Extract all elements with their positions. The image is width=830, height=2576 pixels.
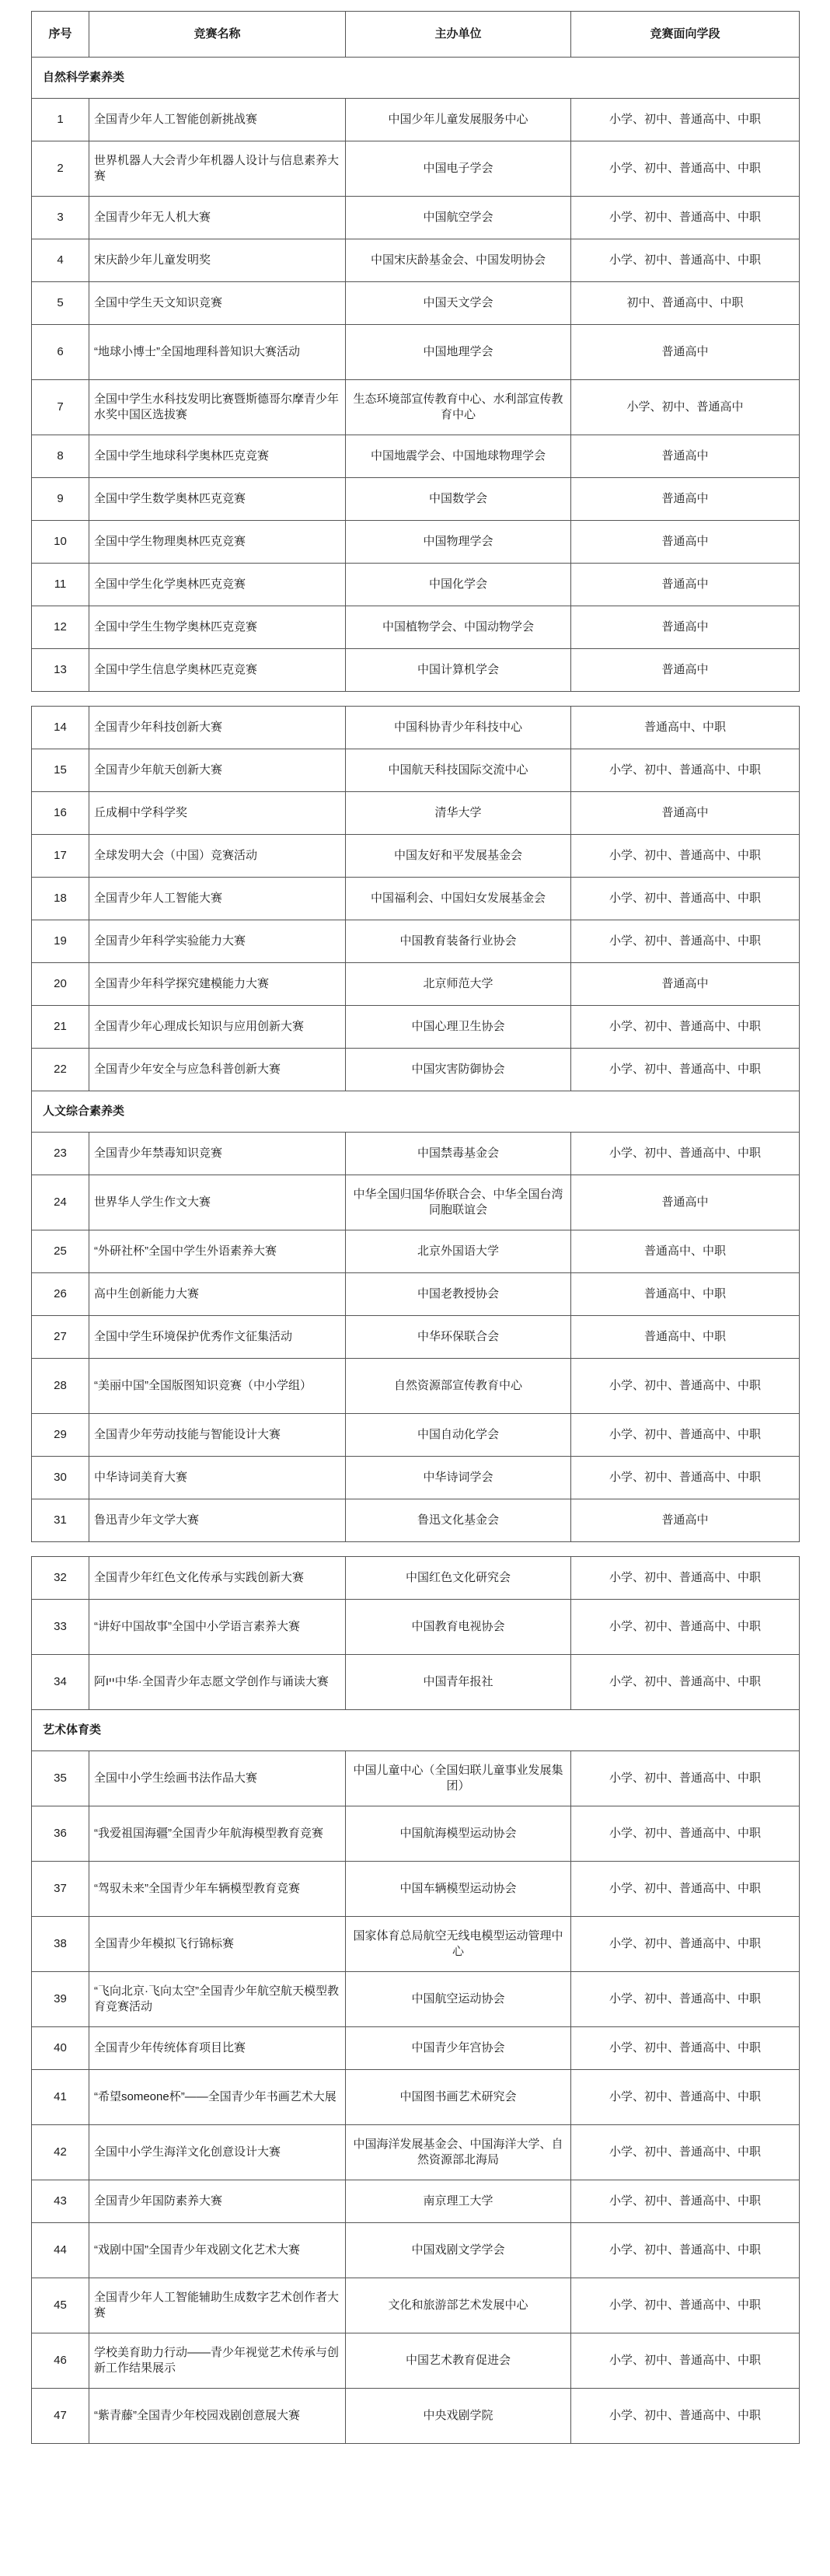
table-row <box>32 1655 800 1710</box>
competition-name: 全国中学生信息学奥林匹克竞赛 <box>89 649 346 692</box>
competition-name: 全国青少年禁毒知识竞赛 <box>89 1133 346 1175</box>
target-stage: 小学、初中、普通高中 <box>571 380 800 435</box>
table-row <box>32 2070 800 2125</box>
table-row <box>32 564 800 606</box>
organizer: 中国福利会、中国妇女发展基金会 <box>346 878 571 920</box>
competition-name: “我爱祖国海疆”全国青少年航海模型教育竞赛 <box>89 1806 346 1862</box>
competition-name: “紫青藤”全国青少年校园戏剧创意展大赛 <box>89 2389 346 2444</box>
organizer: 中国艺术教育促进会 <box>346 2333 571 2389</box>
competition-name: 全国中学生物理奥林匹克竞赛 <box>89 521 346 564</box>
table-row <box>32 197 800 239</box>
table-row <box>32 521 800 564</box>
table-row <box>32 1175 800 1230</box>
table-row <box>32 1557 800 1600</box>
table-header-row <box>32 12 800 58</box>
row-number: 10 <box>32 521 89 564</box>
row-number: 3 <box>32 197 89 239</box>
target-stage: 小学、初中、普通高中、中职 <box>571 1457 800 1499</box>
target-stage: 普通高中 <box>571 521 800 564</box>
target-stage: 小学、初中、普通高中、中职 <box>571 1359 800 1414</box>
organizer: 中国心理卫生协会 <box>346 1006 571 1049</box>
organizer: 南京理工大学 <box>346 2180 571 2223</box>
row-number: 33 <box>32 1600 89 1655</box>
competition-name: 丘成桐中学科学奖 <box>89 792 346 835</box>
competition-name: 全国中学生化学奥林匹克竞赛 <box>89 564 346 606</box>
row-number: 43 <box>32 2180 89 2223</box>
organizer: 中国老教授协会 <box>346 1273 571 1316</box>
table-row <box>32 99 800 141</box>
target-stage: 小学、初中、普通高中、中职 <box>571 2027 800 2070</box>
table-row <box>32 1499 800 1542</box>
row-number: 13 <box>32 649 89 692</box>
target-stage: 普通高中、中职 <box>571 1273 800 1316</box>
row-number: 29 <box>32 1414 89 1457</box>
table-row <box>32 920 800 963</box>
target-stage: 普通高中 <box>571 1499 800 1542</box>
table-row <box>32 239 800 282</box>
target-stage: 普通高中、中职 <box>571 1230 800 1273</box>
row-number: 2 <box>32 141 89 197</box>
organizer: 中国航空运动协会 <box>346 1972 571 2027</box>
row-number: 35 <box>32 1751 89 1806</box>
competition-name: 全国中学生数学奥林匹克竞赛 <box>89 478 346 521</box>
table-row <box>32 1414 800 1457</box>
row-number: 11 <box>32 564 89 606</box>
organizer: 中国天文学会 <box>346 282 571 325</box>
organizer: 中国航海模型运动协会 <box>346 1806 571 1862</box>
row-number: 46 <box>32 2333 89 2389</box>
target-stage: 小学、初中、普通高中、中职 <box>571 99 800 141</box>
organizer: 中国电子学会 <box>346 141 571 197</box>
competition-name: “讲好中国故事”全国中小学语言素养大赛 <box>89 1600 346 1655</box>
row-number: 44 <box>32 2223 89 2278</box>
table-row <box>32 2180 800 2223</box>
target-stage: 小学、初中、普通高中、中职 <box>571 1006 800 1049</box>
row-number: 28 <box>32 1359 89 1414</box>
column-header: 竞赛名称 <box>89 12 346 58</box>
target-stage: 普通高中 <box>571 606 800 649</box>
table-row <box>32 649 800 692</box>
competition-name: 中华诗词美育大赛 <box>89 1457 346 1499</box>
table-row <box>32 1316 800 1359</box>
table-row <box>32 1972 800 2027</box>
competition-name: 全国青少年劳动技能与智能设计大赛 <box>89 1414 346 1457</box>
row-number: 5 <box>32 282 89 325</box>
organizer: 中国戏剧文学学会 <box>346 2223 571 2278</box>
row-number: 30 <box>32 1457 89 1499</box>
table-row <box>32 606 800 649</box>
competition-name: 全国青少年人工智能大赛 <box>89 878 346 920</box>
organizer: 中国图书画艺术研究会 <box>346 2070 571 2125</box>
competition-table <box>31 706 800 1542</box>
row-number: 40 <box>32 2027 89 2070</box>
organizer: 中国宋庆龄基金会、中国发明协会 <box>346 239 571 282</box>
competition-name: 全国青少年科学探究建模能力大赛 <box>89 963 346 1006</box>
target-stage: 小学、初中、普通高中、中职 <box>571 920 800 963</box>
organizer: 中华环保联合会 <box>346 1316 571 1359</box>
table-row <box>32 2278 800 2333</box>
target-stage: 小学、初中、普通高中、中职 <box>571 2125 800 2180</box>
competition-name: 全国中小学生绘画书法作品大赛 <box>89 1751 346 1806</box>
competition-name: 鲁迅青少年文学大赛 <box>89 1499 346 1542</box>
target-stage: 普通高中 <box>571 963 800 1006</box>
table-row <box>32 878 800 920</box>
organizer: 中国红色文化研究会 <box>346 1557 571 1600</box>
organizer: 北京外国语大学 <box>346 1230 571 1273</box>
table-row <box>32 1917 800 1972</box>
target-stage: 小学、初中、普通高中、中职 <box>571 2389 800 2444</box>
row-number: 27 <box>32 1316 89 1359</box>
table-row <box>32 1273 800 1316</box>
table-row <box>32 2333 800 2389</box>
category-label: 自然科学素养类 <box>32 58 800 99</box>
target-stage: 小学、初中、普通高中、中职 <box>571 1972 800 2027</box>
competition-name: 全国中学生地球科学奥林匹克竞赛 <box>89 435 346 478</box>
tables-root <box>31 11 799 2444</box>
competition-name: 全国青少年人工智能辅助生成数字艺术创作者大赛 <box>89 2278 346 2333</box>
row-number: 12 <box>32 606 89 649</box>
table-row <box>32 2125 800 2180</box>
organizer: 鲁迅文化基金会 <box>346 1499 571 1542</box>
competition-name: “希望someone杯”——全国青少年书画艺术大展 <box>89 2070 346 2125</box>
competition-name: 全国中学生天文知识竞赛 <box>89 282 346 325</box>
target-stage: 小学、初中、普通高中、中职 <box>571 2278 800 2333</box>
target-stage: 普通高中 <box>571 792 800 835</box>
table-row <box>32 141 800 197</box>
target-stage: 小学、初中、普通高中、中职 <box>571 2333 800 2389</box>
row-number: 32 <box>32 1557 89 1600</box>
table-row <box>32 478 800 521</box>
target-stage: 小学、初中、普通高中、中职 <box>571 1862 800 1917</box>
target-stage: 小学、初中、普通高中、中职 <box>571 1806 800 1862</box>
row-number: 7 <box>32 380 89 435</box>
competition-name: 世界机器人大会青少年机器人设计与信息素养大赛 <box>89 141 346 197</box>
target-stage: 小学、初中、普通高中、中职 <box>571 1917 800 1972</box>
row-number: 41 <box>32 2070 89 2125</box>
competition-name: 全国中小学生海洋文化创意设计大赛 <box>89 2125 346 2180</box>
target-stage: 普通高中 <box>571 435 800 478</box>
table-row <box>32 1049 800 1091</box>
target-stage: 普通高中 <box>571 1175 800 1230</box>
column-header: 竞赛面向学段 <box>571 12 800 58</box>
row-number: 25 <box>32 1230 89 1273</box>
table-row <box>32 2027 800 2070</box>
category-label: 人文综合素养类 <box>32 1091 800 1133</box>
organizer: 中国地震学会、中国地球物理学会 <box>346 435 571 478</box>
target-stage: 小学、初中、普通高中、中职 <box>571 197 800 239</box>
table-row <box>32 707 800 749</box>
organizer: 中国禁毒基金会 <box>346 1133 571 1175</box>
competition-name: 全国青少年航天创新大赛 <box>89 749 346 792</box>
row-number: 20 <box>32 963 89 1006</box>
row-number: 16 <box>32 792 89 835</box>
organizer: 生态环境部宣传教育中心、水利部宣传教育中心 <box>346 380 571 435</box>
category-row <box>32 58 800 99</box>
target-stage: 小学、初中、普通高中、中职 <box>571 835 800 878</box>
target-stage: 小学、初中、普通高中、中职 <box>571 878 800 920</box>
competition-name: 全国青少年红色文化传承与实践创新大赛 <box>89 1557 346 1600</box>
competition-name: 阿ייו中华·全国青少年志愿文学创作与诵读大赛 <box>89 1655 346 1710</box>
competition-name: “美丽中国”全国版图知识竞赛（中小学组） <box>89 1359 346 1414</box>
organizer: 中国科协青少年科技中心 <box>346 707 571 749</box>
organizer: 中国教育装备行业协会 <box>346 920 571 963</box>
organizer: 中国航空学会 <box>346 197 571 239</box>
row-number: 15 <box>32 749 89 792</box>
row-number: 47 <box>32 2389 89 2444</box>
table-row <box>32 1230 800 1273</box>
competition-name: 全国青少年人工智能创新挑战赛 <box>89 99 346 141</box>
target-stage: 普通高中 <box>571 564 800 606</box>
organizer: 中国车辆模型运动协会 <box>346 1862 571 1917</box>
table-row <box>32 325 800 380</box>
organizer: 中国青少年宫协会 <box>346 2027 571 2070</box>
category-label: 艺术体育类 <box>32 1710 800 1751</box>
table-row <box>32 1806 800 1862</box>
competition-table <box>31 11 800 692</box>
competition-name: 全球发明大会（中国）竞赛活动 <box>89 835 346 878</box>
row-number: 9 <box>32 478 89 521</box>
competition-name: 全国青少年科学实验能力大赛 <box>89 920 346 963</box>
competition-name: 全国青少年国防素养大赛 <box>89 2180 346 2223</box>
row-number: 17 <box>32 835 89 878</box>
row-number: 39 <box>32 1972 89 2027</box>
target-stage: 小学、初中、普通高中、中职 <box>571 1557 800 1600</box>
table-row <box>32 282 800 325</box>
organizer: 中国少年儿童发展服务中心 <box>346 99 571 141</box>
row-number: 23 <box>32 1133 89 1175</box>
organizer: 中国植物学会、中国动物学会 <box>346 606 571 649</box>
target-stage: 小学、初中、普通高中、中职 <box>571 141 800 197</box>
table-row <box>32 1600 800 1655</box>
organizer: 中国数学会 <box>346 478 571 521</box>
table-row <box>32 1751 800 1806</box>
organizer: 自然资源部宣传教育中心 <box>346 1359 571 1414</box>
row-number: 6 <box>32 325 89 380</box>
organizer: 北京师范大学 <box>346 963 571 1006</box>
row-number: 19 <box>32 920 89 963</box>
organizer: 中国物理学会 <box>346 521 571 564</box>
competition-name: 宋庆龄少年儿童发明奖 <box>89 239 346 282</box>
competition-name: 全国青少年安全与应急科普创新大赛 <box>89 1049 346 1091</box>
target-stage: 小学、初中、普通高中、中职 <box>571 1133 800 1175</box>
row-number: 21 <box>32 1006 89 1049</box>
competition-name: 全国青少年传统体育项目比赛 <box>89 2027 346 2070</box>
row-number: 8 <box>32 435 89 478</box>
organizer: 中国航天科技国际交流中心 <box>346 749 571 792</box>
target-stage: 小学、初中、普通高中、中职 <box>571 239 800 282</box>
competition-name: 全国青少年心理成长知识与应用创新大赛 <box>89 1006 346 1049</box>
competition-name: 全国中学生生物学奥林匹克竞赛 <box>89 606 346 649</box>
target-stage: 普通高中 <box>571 649 800 692</box>
row-number: 45 <box>32 2278 89 2333</box>
column-header: 序号 <box>32 12 89 58</box>
target-stage: 小学、初中、普通高中、中职 <box>571 1655 800 1710</box>
organizer: 中华全国归国华侨联合会、中华全国台湾同胞联谊会 <box>346 1175 571 1230</box>
target-stage: 小学、初中、普通高中、中职 <box>571 1049 800 1091</box>
organizer: 中央戏剧学院 <box>346 2389 571 2444</box>
organizer: 清华大学 <box>346 792 571 835</box>
organizer: 中国海洋发展基金会、中国海洋大学、自然资源部北海局 <box>346 2125 571 2180</box>
competition-name: 全国中学生环境保护优秀作文征集活动 <box>89 1316 346 1359</box>
row-number: 26 <box>32 1273 89 1316</box>
table-row <box>32 1862 800 1917</box>
row-number: 24 <box>32 1175 89 1230</box>
target-stage: 普通高中 <box>571 478 800 521</box>
table-row <box>32 963 800 1006</box>
row-number: 31 <box>32 1499 89 1542</box>
organizer: 中国青年报社 <box>346 1655 571 1710</box>
competition-name: “外研社杯”全国中学生外语素养大赛 <box>89 1230 346 1273</box>
competition-table <box>31 1556 800 2444</box>
target-stage: 小学、初中、普通高中、中职 <box>571 2070 800 2125</box>
target-stage: 小学、初中、普通高中、中职 <box>571 1414 800 1457</box>
target-stage: 普通高中 <box>571 325 800 380</box>
table-row <box>32 1457 800 1499</box>
table-row <box>32 435 800 478</box>
row-number: 1 <box>32 99 89 141</box>
organizer: 文化和旅游部艺术发展中心 <box>346 2278 571 2333</box>
organizer: 中国地理学会 <box>346 325 571 380</box>
category-row <box>32 1710 800 1751</box>
table-row <box>32 380 800 435</box>
target-stage: 小学、初中、普通高中、中职 <box>571 1600 800 1655</box>
competition-name: 高中生创新能力大赛 <box>89 1273 346 1316</box>
competition-name: 全国青少年科技创新大赛 <box>89 707 346 749</box>
organizer: 中国儿童中心（全国妇联儿童事业发展集团） <box>346 1751 571 1806</box>
target-stage: 小学、初中、普通高中、中职 <box>571 749 800 792</box>
category-row <box>32 1091 800 1133</box>
table-row <box>32 2389 800 2444</box>
table-row <box>32 792 800 835</box>
competition-name: 全国中学生水科技发明比赛暨斯德哥尔摩青少年水奖中国区选拔赛 <box>89 380 346 435</box>
row-number: 36 <box>32 1806 89 1862</box>
row-number: 34 <box>32 1655 89 1710</box>
row-number: 4 <box>32 239 89 282</box>
row-number: 37 <box>32 1862 89 1917</box>
organizer: 中国灾害防御协会 <box>346 1049 571 1091</box>
target-stage: 小学、初中、普通高中、中职 <box>571 2223 800 2278</box>
competition-name: “地球小博士”全国地理科普知识大赛活动 <box>89 325 346 380</box>
organizer: 中国友好和平发展基金会 <box>346 835 571 878</box>
row-number: 22 <box>32 1049 89 1091</box>
row-number: 18 <box>32 878 89 920</box>
table-row <box>32 1133 800 1175</box>
table-row <box>32 2223 800 2278</box>
organizer: 中国自动化学会 <box>346 1414 571 1457</box>
target-stage: 普通高中、中职 <box>571 707 800 749</box>
competition-name: “飞向北京·飞向太空”全国青少年航空航天模型教育竞赛活动 <box>89 1972 346 2027</box>
table-row <box>32 1359 800 1414</box>
organizer: 国家体育总局航空无线电模型运动管理中心 <box>346 1917 571 1972</box>
competition-name: 学校美育助力行动——青少年视觉艺术传承与创新工作结果展示 <box>89 2333 346 2389</box>
competition-name: “戏剧中国”全国青少年戏剧文化艺术大赛 <box>89 2223 346 2278</box>
target-stage: 初中、普通高中、中职 <box>571 282 800 325</box>
organizer: 中国计算机学会 <box>346 649 571 692</box>
target-stage: 小学、初中、普通高中、中职 <box>571 1751 800 1806</box>
target-stage: 普通高中、中职 <box>571 1316 800 1359</box>
table-row <box>32 1006 800 1049</box>
table-row <box>32 749 800 792</box>
organizer: 中国教育电视协会 <box>346 1600 571 1655</box>
competition-name: 全国青少年无人机大赛 <box>89 197 346 239</box>
organizer: 中华诗词学会 <box>346 1457 571 1499</box>
row-number: 38 <box>32 1917 89 1972</box>
competition-name: 全国青少年模拟飞行锦标赛 <box>89 1917 346 1972</box>
target-stage: 小学、初中、普通高中、中职 <box>571 2180 800 2223</box>
table-row <box>32 835 800 878</box>
organizer: 中国化学会 <box>346 564 571 606</box>
row-number: 14 <box>32 707 89 749</box>
competition-name: “驾驭未来”全国青少年车辆模型教育竞赛 <box>89 1862 346 1917</box>
row-number: 42 <box>32 2125 89 2180</box>
competition-name: 世界华人学生作文大赛 <box>89 1175 346 1230</box>
column-header: 主办单位 <box>346 12 571 58</box>
